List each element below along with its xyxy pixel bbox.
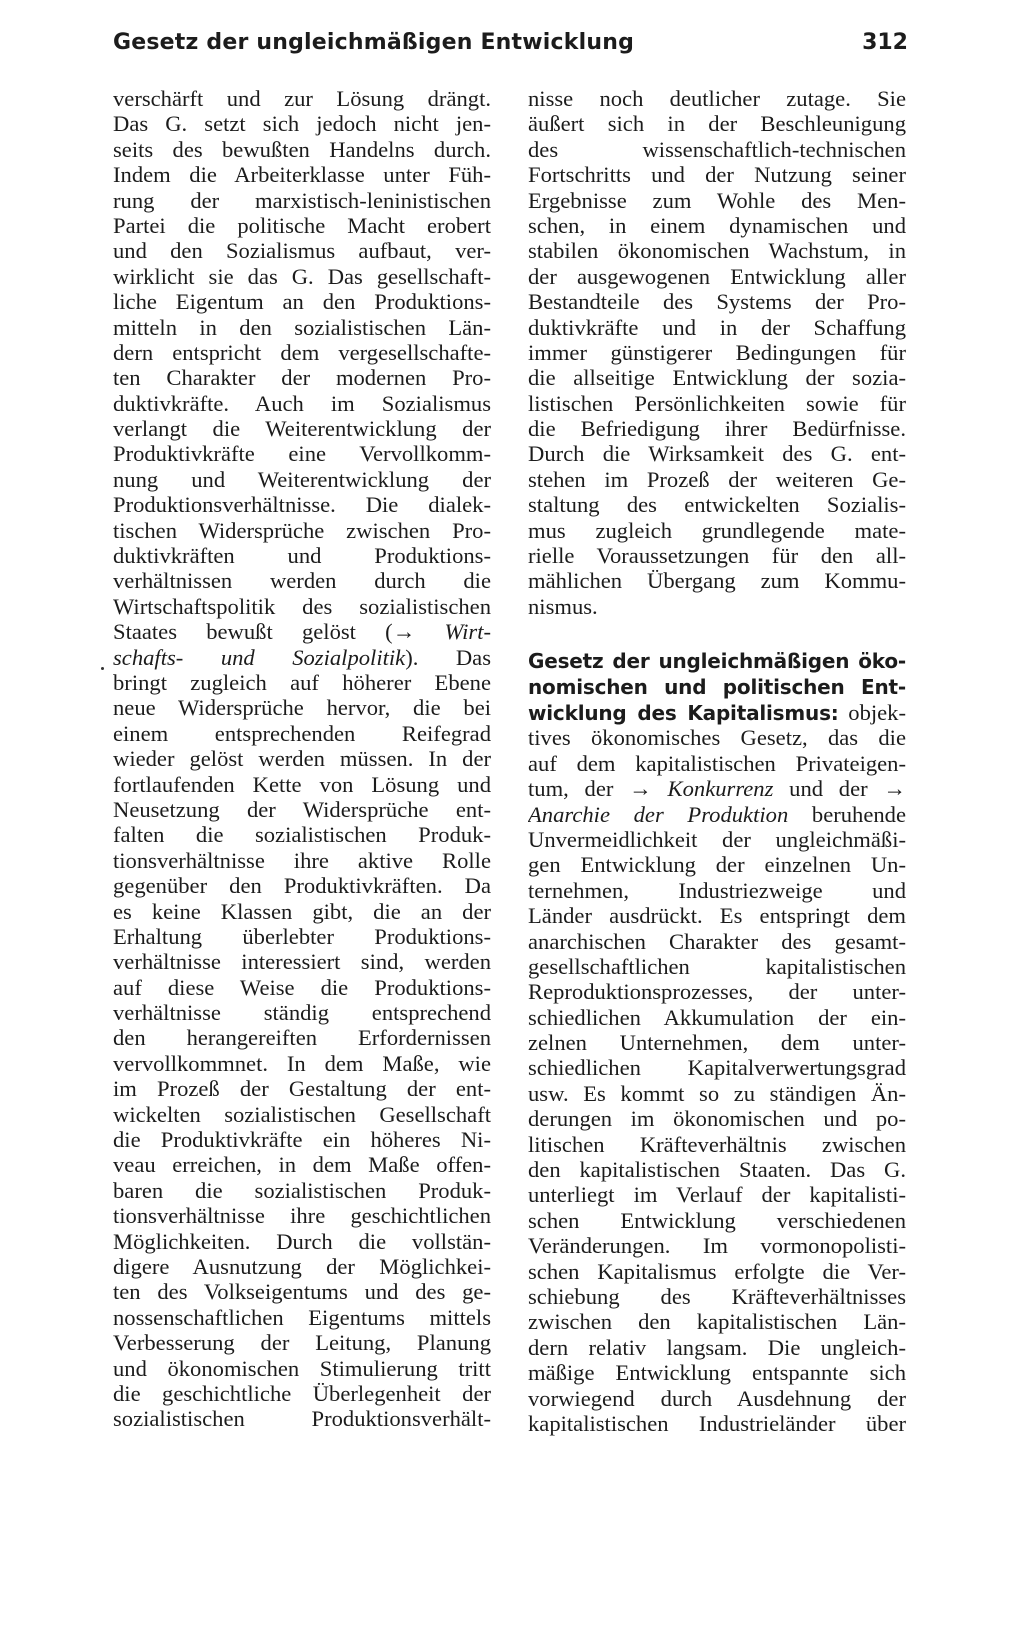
text-line: verhältnissen werden durch die bbox=[113, 568, 491, 594]
text-line: neue Widersprüche hervor, die bei bbox=[113, 695, 491, 721]
text-line: wieder gelöst werden müssen. In der bbox=[113, 746, 491, 772]
text-line: tum, der → Konkurrenz und der → bbox=[528, 776, 906, 802]
text-line: mus zugleich grundlegende mate- bbox=[528, 517, 906, 543]
right-column bbox=[528, 86, 906, 1436]
text-line: listischen Persönlichkeiten sowie für bbox=[528, 390, 906, 416]
text-line: litischen Kräfteverhältnis zwischen bbox=[528, 1131, 906, 1157]
text-line: tionsverhältnisse ihre geschichtlichen bbox=[113, 1203, 491, 1229]
text-line: kapitalistischen Industrieländer über bbox=[528, 1410, 906, 1436]
left-column bbox=[113, 86, 491, 1432]
text-line: Wirtschaftspolitik des sozialistischen bbox=[113, 593, 491, 619]
text-line: die geschichtliche Überlegenheit der bbox=[113, 1380, 491, 1406]
text-line: Das G. setzt sich jedoch nicht jen- bbox=[113, 111, 491, 137]
text-line: Staates bewußt gelöst (→ Wirt- bbox=[113, 619, 491, 645]
print-speck bbox=[101, 667, 104, 670]
text-line: mählichen Übergang zum Kommu- bbox=[528, 568, 906, 594]
text-line: staltung des entwickelten Sozialis- bbox=[528, 492, 906, 518]
text-line: tives ökonomisches Gesetz, das die bbox=[528, 725, 906, 751]
text-line: die Befriedigung ihrer Bedürfnisse. bbox=[528, 416, 906, 442]
text-line: seits des bewußten Handelns durch. bbox=[113, 136, 491, 162]
text-line: die allseitige Entwicklung der sozia- bbox=[528, 365, 906, 391]
text-line: verhältnisse ständig entsprechend bbox=[113, 1000, 491, 1026]
text-line: einem entsprechenden Reifegrad bbox=[113, 720, 491, 746]
text-line: veau erreichen, in dem Maße offen- bbox=[113, 1152, 491, 1178]
text-line: mitteln in den sozialistischen Län- bbox=[113, 314, 491, 340]
text-line: gesellschaftlichen kapitalistischen bbox=[528, 953, 906, 979]
entry-heading-line bbox=[528, 700, 906, 725]
text-line: Produktionsverhältnisse. Die dialek- bbox=[113, 492, 491, 518]
text-line: Reproduktionsprozesses, der unter- bbox=[528, 979, 906, 1005]
text-line: duktivkräften und Produktions- bbox=[113, 543, 491, 569]
entry-text: objek- bbox=[838, 699, 906, 725]
text-line: es keine Klassen gibt, die an der bbox=[113, 898, 491, 924]
text-line: bringt zugleich auf höherer Ebene bbox=[113, 669, 491, 695]
text-line: verschärft und zur Lösung drängt. bbox=[113, 86, 491, 111]
text-line: schafts- und Sozialpolitik). Das bbox=[113, 644, 491, 670]
text-line: rung der marxistisch-leninistischen bbox=[113, 187, 491, 213]
page-header bbox=[113, 30, 908, 70]
text-line: nisse noch deutlicher zutage. Sie bbox=[528, 86, 906, 111]
text-line: schiedlichen Akkumulation der ein- bbox=[528, 1004, 906, 1030]
text-line: tionsverhältnisse ihre aktive Rolle bbox=[113, 847, 491, 873]
text-line: den herangereiften Erfordernissen bbox=[113, 1025, 491, 1051]
page-number: 312 bbox=[862, 30, 908, 55]
text-line: vervollkommnet. In dem Maße, wie bbox=[113, 1050, 491, 1076]
text-line: Durch die Wirksamkeit des G. ent- bbox=[528, 441, 906, 467]
text-line: Veränderungen. Im vormonopolisti- bbox=[528, 1233, 906, 1259]
text-line: Partei die politische Macht erobert bbox=[113, 212, 491, 238]
text-line: nung und Weiterentwicklung der bbox=[113, 466, 491, 492]
text-line: nossenschaftlichen Eigentums mittels bbox=[113, 1304, 491, 1330]
text-line: mäßige Entwicklung entspannte sich bbox=[528, 1360, 906, 1386]
text-line: duktivkräfte und in der Schaffung bbox=[528, 314, 906, 340]
text-line: schen Entwicklung verschiedenen bbox=[528, 1207, 906, 1233]
text-line: zelnen Unternehmen, dem unter- bbox=[528, 1030, 906, 1056]
text-line: im Prozeß der Gestaltung der ent- bbox=[113, 1076, 491, 1102]
text-line: schiebung des Kräfteverhältnisses bbox=[528, 1283, 906, 1309]
text-line: schen Kapitalismus erfolgte die Ver- bbox=[528, 1258, 906, 1284]
text-line: ten des Volkseigentums und des ge- bbox=[113, 1279, 491, 1305]
text-line: des wissenschaftlich-technischen bbox=[528, 136, 906, 162]
text-line: gen Entwicklung der einzelnen Un- bbox=[528, 852, 906, 878]
text-line: die Produktivkräfte ein höheres Ni- bbox=[113, 1127, 491, 1153]
text-line: rielle Voraussetzungen für den all- bbox=[528, 543, 906, 569]
text-line: Verbesserung der Leitung, Planung bbox=[113, 1330, 491, 1356]
text-line: fortlaufenden Kette von Lösung und bbox=[113, 771, 491, 797]
text-line: Länder ausdrückt. Es entspringt dem bbox=[528, 903, 906, 929]
text-line: vorwiegend durch Ausdehnung der bbox=[528, 1385, 906, 1411]
text-line: der ausgewogenen Entwicklung aller bbox=[528, 263, 906, 289]
paragraph-continuation bbox=[528, 86, 906, 619]
entry-heading-line: nomischen und politischen Ent- bbox=[528, 674, 906, 699]
text-line: Indem die Arbeiterklasse unter Füh- bbox=[113, 162, 491, 188]
text-line: Unvermeidlichkeit der ungleichmäßi- bbox=[528, 826, 906, 852]
text-line: dern entspricht dem vergesellschafte- bbox=[113, 339, 491, 365]
text-line: stehen im Prozeß der weiteren Ge- bbox=[528, 466, 906, 492]
text-line: baren die sozialistischen Produk- bbox=[113, 1177, 491, 1203]
text-line: Bestandteile des Systems der Pro- bbox=[528, 289, 906, 315]
text-line: digere Ausnutzung der Möglichkei- bbox=[113, 1253, 491, 1279]
text-line: sozialistischen Produktionsverhält- bbox=[113, 1406, 491, 1432]
text-line: anarchischen Charakter des gesamt- bbox=[528, 928, 906, 954]
text-line: stabilen ökonomischen Wachstum, in bbox=[528, 238, 906, 264]
text-line: auf diese Weise die Produktions- bbox=[113, 974, 491, 1000]
text-line: ternehmen, Industriezweige und bbox=[528, 877, 906, 903]
text-line: wirklicht sie das G. Das gesellschaft- bbox=[113, 263, 491, 289]
entry-heading-line: Gesetz der ungleichmäßigen öko- bbox=[528, 649, 906, 674]
text-line: dern relativ langsam. Die ungleich- bbox=[528, 1334, 906, 1360]
text-line: usw. Es kommt so zu ständigen Än- bbox=[528, 1080, 906, 1106]
text-line: verlangt die Weiterentwicklung der bbox=[113, 416, 491, 442]
text-line: den kapitalistischen Staaten. Das G. bbox=[528, 1157, 906, 1183]
entry-body bbox=[528, 725, 906, 1436]
text-line: immer günstigerer Bedingungen für bbox=[528, 339, 906, 365]
text-line: Produktivkräfte eine Vervollkomm- bbox=[113, 441, 491, 467]
entry-heading-term: wicklung des Kapitalismus: bbox=[528, 700, 839, 725]
text-line: ten Charakter der modernen Pro- bbox=[113, 365, 491, 391]
running-head: Gesetz der ungleichmäßigen Entwicklung bbox=[113, 30, 635, 55]
text-line: und ökonomischen Stimulierung tritt bbox=[113, 1355, 491, 1381]
text-line: Fortschritts und der Nutzung seiner bbox=[528, 162, 906, 188]
entry-kapitalismus bbox=[528, 649, 906, 1436]
text-line: Ergebnisse zum Wohle des Men- bbox=[528, 187, 906, 213]
text-line: schen, in einem dynamischen und bbox=[528, 212, 906, 238]
text-line: derungen im ökonomischen und po- bbox=[528, 1106, 906, 1132]
text-line: Anarchie der Produktion beruhende bbox=[528, 801, 906, 827]
text-line: schiedlichen Kapitalverwertungsgrad bbox=[528, 1055, 906, 1081]
text-line: nismus. bbox=[528, 593, 598, 619]
text-line: liche Eigentum an den Produktions- bbox=[113, 289, 491, 315]
text-line: äußert sich in der Beschleunigung bbox=[528, 111, 906, 137]
paragraph-gap bbox=[528, 619, 906, 649]
text-line: Erhaltung überlebter Produktions- bbox=[113, 923, 491, 949]
text-line: Neusetzung der Widersprüche ent- bbox=[113, 796, 491, 822]
text-line: wickelten sozialistischen Gesellschaft bbox=[113, 1101, 491, 1127]
text-line: auf dem kapitalistischen Privateigen- bbox=[528, 750, 906, 776]
text-line: duktivkräfte. Auch im Sozialismus bbox=[113, 390, 491, 416]
text-line: gegenüber den Produktivkräften. Da bbox=[113, 873, 491, 899]
text-line: und den Sozialismus aufbaut, ver- bbox=[113, 238, 491, 264]
text-line: tischen Widersprüche zwischen Pro- bbox=[113, 517, 491, 543]
text-line: Möglichkeiten. Durch die vollstän- bbox=[113, 1228, 491, 1254]
text-line: verhältnisse interessiert sind, werden bbox=[113, 949, 491, 975]
text-line: unterliegt im Verlauf der kapitalisti- bbox=[528, 1182, 906, 1208]
text-line: falten die sozialistischen Produk- bbox=[113, 822, 491, 848]
text-line: zwischen den kapitalistischen Län- bbox=[528, 1309, 906, 1335]
